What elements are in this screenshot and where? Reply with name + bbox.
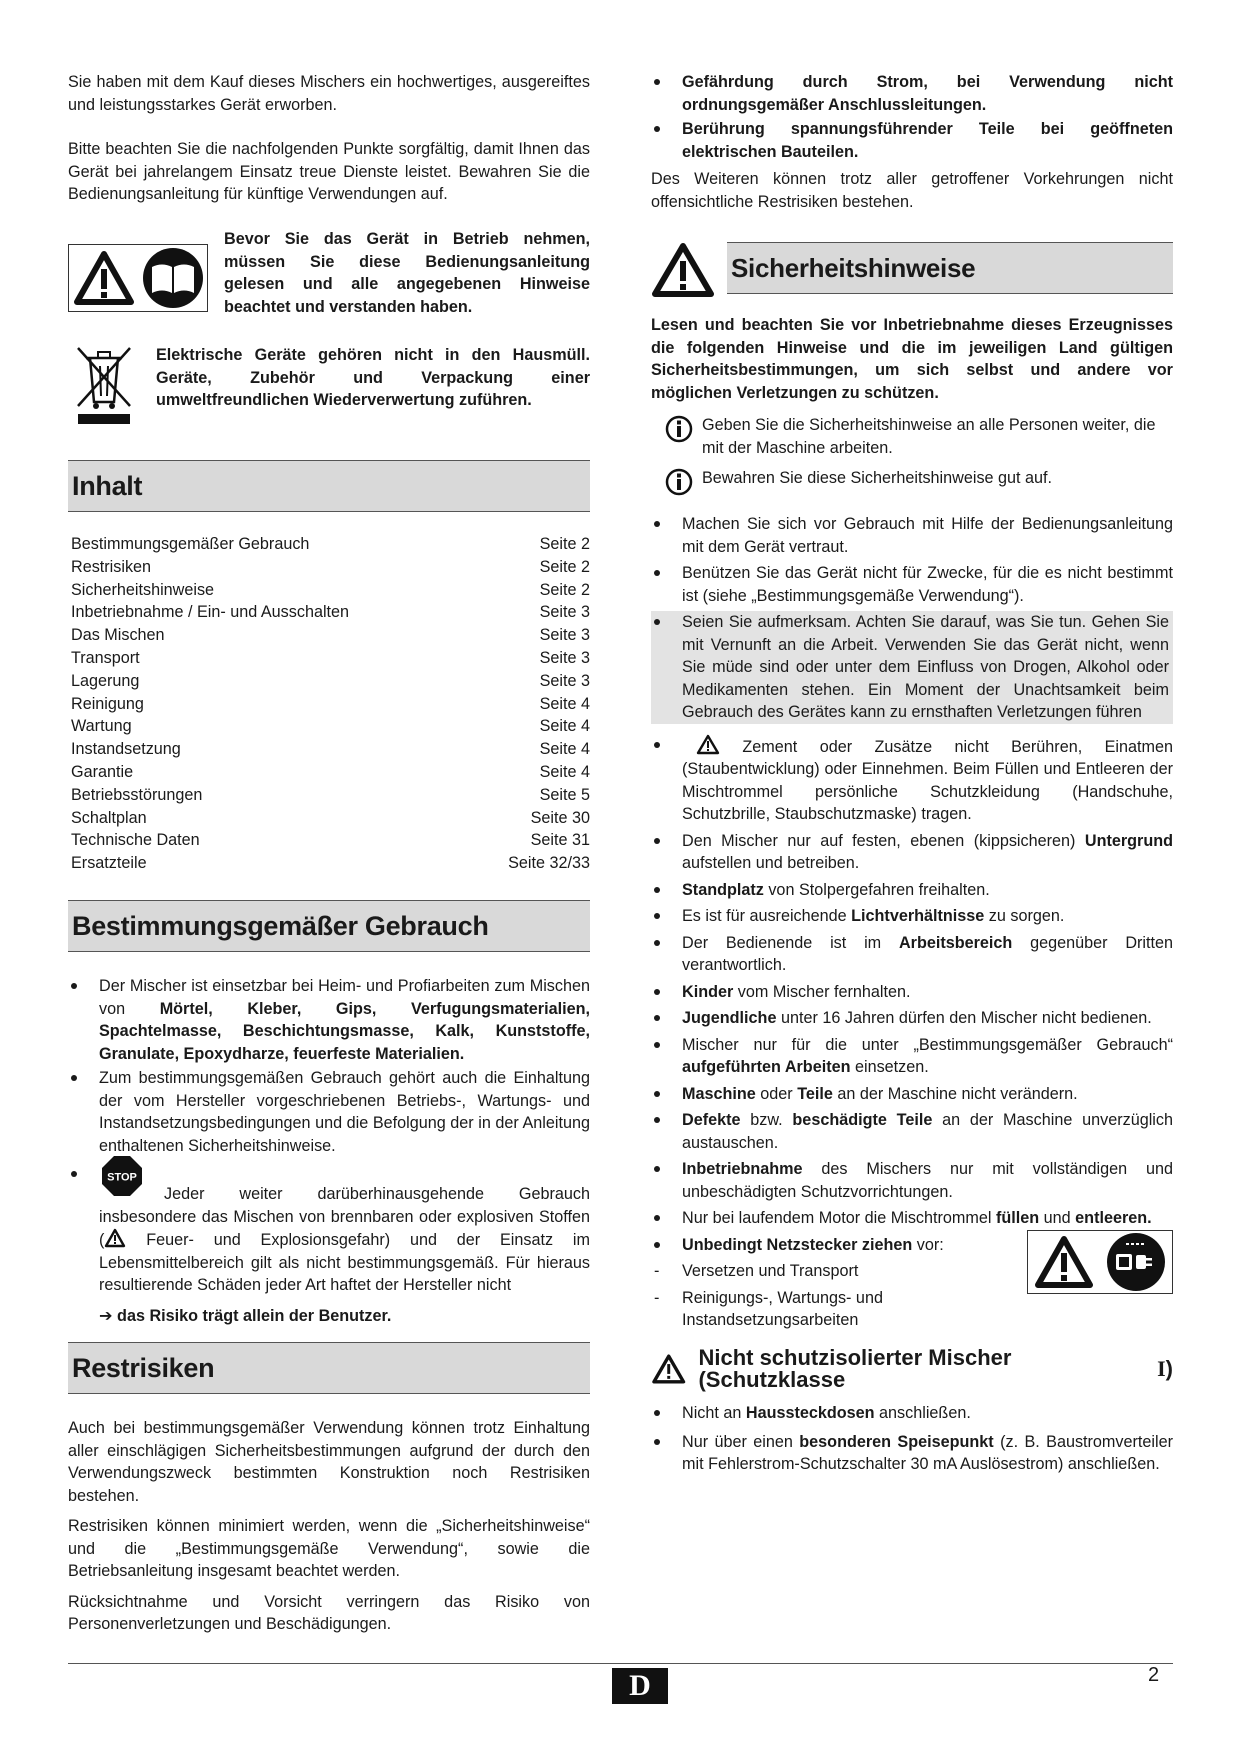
toc-page: Seite 31: [530, 831, 590, 850]
safety-item: Den Mischer nur auf festen, ebenen (kippsicheren) Untergrund aufstellen und betreiben.: [651, 830, 1173, 875]
toc-page: Seite 3: [539, 603, 590, 622]
footer-rule: [68, 1663, 1173, 1664]
toc-item[interactable]: [68, 715, 590, 738]
stop-icon-row: [99, 1163, 590, 1197]
warning-triangle-icon: [651, 1353, 686, 1385]
protection-class-list: [651, 1402, 1173, 1478]
toc-label: Reinigung: [71, 694, 144, 713]
toc-page: Seite 30: [530, 808, 590, 827]
toc-page: Seite 3: [539, 648, 590, 667]
toc-page: Seite 4: [539, 694, 590, 713]
usage-list: [68, 975, 590, 1329]
safety-item: Mischer nur für die unter „Bestimmungsgemäßer Gebrauch“ aufgeführten Arbeiten einsetzen.: [651, 1034, 1173, 1079]
toc-label: Betriebsstörungen: [71, 785, 203, 804]
toc-label: Instandsetzung: [71, 740, 181, 759]
residual-risks-text: [68, 1417, 590, 1636]
unplug-case: - Reinigungs-, Wartungs- und Instandsetzungsarbeiten: [651, 1287, 951, 1332]
residual-paragraph-3: Rücksichtnahme und Vorsicht verringern das Risiko von Personenverletzungen und Beschädigungen.: [68, 1592, 590, 1633]
protection-class-header: Nicht schutzisolierter Mischer (Schutzklasse I ): [651, 1352, 1173, 1386]
read-manual-icons: [68, 244, 208, 312]
protection-class-roman: I: [1157, 1355, 1166, 1381]
safety-item: Machen Sie sich vor Gebrauch mit Hilfe der Bedienungsanleitung mit dem Gerät vertraut.: [651, 513, 1173, 558]
safety-item: Standplatz von Stolpergefahren freihalten.: [651, 879, 1173, 902]
crossed-bin-icon: [74, 344, 134, 426]
toc-item[interactable]: [68, 624, 590, 647]
toc-label: Technische Daten: [71, 831, 200, 850]
residual-paragraph-1: Auch bei bestimmungsgemäßer Verwendung können trotz Einhaltung aller einschlägigen Sicherheitsbestimmungen aufgrund der durch den Verwendungszweck bestimmten Konstruktion noch Restrisiken bestehen.: [68, 1419, 590, 1505]
warning-triangle-icon: [1034, 1235, 1094, 1289]
protection-class-title: Nicht schutzisolierter Mischer (Schutzklasse: [698, 1344, 1012, 1392]
toc-item[interactable]: [68, 693, 590, 716]
usage-item-materials: Der Mischer ist einsetzbar bei Heim- und Profiarbeiten zum Mischen von Mörtel, Kleber, Gips, Verfugungsmaterialien, Spachtelmasse, Beschichtungsmasse, Kalk, Kunststoffe, Granulate, Epoxydharze, feuerfeste Materialien.: [68, 975, 590, 1065]
info-icon: [665, 468, 693, 496]
read-manual-note: Bevor Sie das Gerät in Betrieb nehmen, müssen Sie diese Bedienungsanleitung gelesen und alle angegebenen Hinweise beachtet und verstanden haben.: [224, 230, 590, 316]
toc-item[interactable]: [68, 829, 590, 852]
safety-item: Nur bei laufendem Motor die Mischtrommel füllen und entleeren.: [651, 1207, 1173, 1230]
residual-paragraph-2: Restrisiken können minimiert werden, wenn die „Sicherheitshinweise“ und die „Bestimmungsgemäße Verwendung“, sowie die Betriebsanleitung insgesamt beachtet werden.: [68, 1517, 590, 1580]
usage-item-misuse: STOP Jeder weiter darüberhinausgehende Gebrauch insbesondere das Mischen von brennbaren oder explosiven Stoffen ( Feuer- und Explosionsgefahr) und der Einsatz im Lebensmittelbereich gilt als nicht bestimmungsgemäß. Für hieraus resultierende Schäden jeder Art haftet der Hersteller nicht ➔ das Risiko trägt allein der Benutzer.: [68, 1163, 590, 1327]
safety-item: Kinder vom Mischer fernhalten.: [651, 981, 1173, 1004]
toc-page: Seite 4: [539, 762, 590, 781]
hazard-list: [651, 71, 1173, 165]
info-note: Bewahren Sie diese Sicherheitshinweise gut auf.: [651, 467, 1173, 490]
toc-label: Transport: [71, 648, 140, 667]
safety-item: Jugendliche unter 16 Jahren dürfen den Mischer nicht bedienen.: [651, 1007, 1173, 1030]
toc-list: [68, 533, 590, 875]
warning-triangle-icon: [104, 1228, 126, 1248]
toc-item[interactable]: [68, 761, 590, 784]
toc-label: Restrisiken: [71, 557, 152, 576]
unplug-case: - Versetzen und Transport: [651, 1260, 991, 1283]
toc-header: Inhalt: [68, 460, 590, 512]
toc-label: Sicherheitshinweise: [71, 580, 215, 599]
safety-item: Maschine oder Teile an der Maschine nicht verändern.: [651, 1083, 1173, 1106]
intro-text: [68, 71, 590, 206]
safety-item: Inbetriebnahme des Mischers nur mit vollständigen und unbeschädigten Schutzvorrichtungen.: [651, 1158, 1173, 1203]
toc-page: Seite 32/33: [508, 854, 590, 873]
protection-item: Nur über einen besonderen Speisepunkt (z. B. Baustromverteiler mit Fehlerstrom-Schutzschalter 30 mA Auslösestrom) anschließen.: [651, 1431, 1173, 1476]
risk-note: ➔ das Risiko trägt allein der Benutzer.: [99, 1306, 392, 1325]
hazard-followup: Des Weiteren können trotz aller getroffener Vorkehrungen nicht offensichtliche Restrisiken bestehen.: [651, 170, 1173, 211]
safety-intro: Lesen und beachten Sie vor Inbetriebnahme dieses Erzeugnisses die folgenden Hinweise und die im jeweiligen Land gültigen Sicherheitsbestimmungen, um sich selbst und andere vor möglichen Verletzungen zu schützen.: [651, 316, 1173, 402]
stop-sign-icon: [101, 1155, 143, 1197]
residual-risks-header: Restrisiken: [68, 1342, 590, 1394]
toc-item[interactable]: [68, 601, 590, 624]
safety-item-cement: Zement oder Zusätze nicht Berühren, Einatmen (Staubentwicklung) oder Einnehmen. Beim Füllen und Entleeren der Mischtrommel persönliche Schutzkleidung (Handschuhe, Schutzbrille, Staubschutzmaske) tragen.: [651, 734, 1173, 826]
info-notes: [651, 414, 1173, 490]
usage-item-conditions: Zum bestimmungsgemäßen Gebrauch gehört auch die Einhaltung der vom Hersteller vorgeschriebenen Betriebs-, Wartungs- und Instandsetzungsbedingungen und die Befolgung der in der Anleitung enthaltenen Sicherheitshinweise.: [68, 1067, 590, 1157]
toc-page: Seite 4: [539, 740, 590, 759]
warning-triangle-icon: [651, 242, 715, 298]
safety-item: Benützen Sie das Gerät nicht für Zwecke, für die es nicht bestimmt ist (siehe „Bestimmungsgemäße Verwendung“).: [651, 562, 1173, 607]
disposal-note: Elektrische Geräte gehören nicht in den Hausmüll. Geräte, Zubehör und Verpackung einer umweltfreundlichen Wiederverwertung zuführen.: [156, 346, 590, 409]
read-manual-icon: [142, 247, 204, 309]
toc-label: Lagerung: [71, 671, 140, 690]
unplug-plug-icon: [1106, 1232, 1166, 1292]
toc-page: Seite 2: [539, 580, 590, 599]
intro-paragraph-2: Bitte beachten Sie die nachfolgenden Punkte sorgfältig, damit Ihnen das Gerät bei jahrelangem Einsatz treue Dienste leistet. Bewahren Sie die Bedienungsanleitung für künftige Verwendungen auf.: [68, 140, 590, 203]
toc-item[interactable]: [68, 670, 590, 693]
usage-header: Bestimmungsgemäßer Gebrauch: [68, 900, 590, 952]
toc-page: Seite 3: [539, 626, 590, 645]
toc-item[interactable]: [68, 807, 590, 830]
toc-item[interactable]: [68, 852, 590, 875]
hazard-item-current: Gefährdung durch Strom, bei Verwendung nicht ordnungsgemäßer Anschlussleitungen.: [651, 71, 1173, 116]
warning-triangle-icon: [696, 734, 720, 755]
toc-label: Wartung: [71, 717, 132, 736]
toc-page: Seite 3: [539, 671, 590, 690]
toc-label: Ersatzteile: [71, 854, 147, 873]
toc-label: Schaltplan: [71, 808, 147, 827]
info-note: Geben Sie die Sicherheitshinweise an alle Personen weiter, die mit der Maschine arbeiten.: [651, 414, 1173, 459]
stop-sign-label: STOP: [107, 1171, 137, 1184]
toc-item[interactable]: [68, 784, 590, 807]
toc-label: Garantie: [71, 762, 134, 781]
safety-item: Es ist für ausreichende Lichtverhältnisse zu sorgen.: [651, 905, 1173, 928]
toc-page: Seite 2: [539, 535, 590, 553]
hazard-item-live-parts: Berührung spannungsführender Teile bei geöffneten elektrischen Bauteilen.: [651, 118, 1173, 163]
info-icon: [665, 415, 693, 443]
safety-item-attention: Seien Sie aufmerksam. Achten Sie darauf, was Sie tun. Gehen Sie mit Vernunft an die Arbeit. Verwenden Sie das Gerät nicht, wenn Sie müde sind oder unter dem Einfluss von Drogen, Alkohol oder Medikamenten stehen. Ein Moment der Unachtsamkeit beim Gebrauch des Gerätes kann zu ernsthaften Verletzungen führen: [651, 611, 1173, 724]
safety-list: [651, 513, 1173, 1334]
warning-triangle-icon: [73, 250, 135, 306]
toc-label: Bestimmungsgemäßer Gebrauch: [71, 535, 310, 553]
toc-page: Seite 4: [539, 717, 590, 736]
language-badge: D: [612, 1668, 668, 1704]
safety-item: Der Bedienende ist im Arbeitsbereich gegenüber Dritten verantwortlich.: [651, 932, 1173, 977]
toc-item[interactable]: [68, 647, 590, 670]
safety-header: Sicherheitshinweise: [727, 242, 1173, 294]
toc-item[interactable]: [68, 533, 590, 556]
unplug-icons: [1027, 1230, 1173, 1294]
toc-page: Seite 2: [539, 557, 590, 576]
toc-page: Seite 5: [539, 785, 590, 804]
toc-label: Inbetriebnahme / Ein- und Ausschalten: [71, 603, 350, 622]
safety-item-unplug: Unbedingt Netzstecker ziehen vor:: [651, 1234, 991, 1257]
intro-paragraph-1: Sie haben mit dem Kauf dieses Mischers ein hochwertiges, ausgereiftes und leistungsstarkes Gerät erworben.: [68, 73, 590, 114]
toc-item[interactable]: [68, 738, 590, 761]
toc-label: Das Mischen: [71, 626, 165, 645]
toc-item[interactable]: [68, 556, 590, 579]
protection-item: Nicht an Haussteckdosen anschließen.: [651, 1402, 1173, 1425]
toc-item[interactable]: [68, 579, 590, 602]
page-number: 2: [1148, 1664, 1160, 1686]
safety-item: Defekte bzw. beschädigte Teile an der Maschine unverzüglich austauschen.: [651, 1109, 1173, 1154]
